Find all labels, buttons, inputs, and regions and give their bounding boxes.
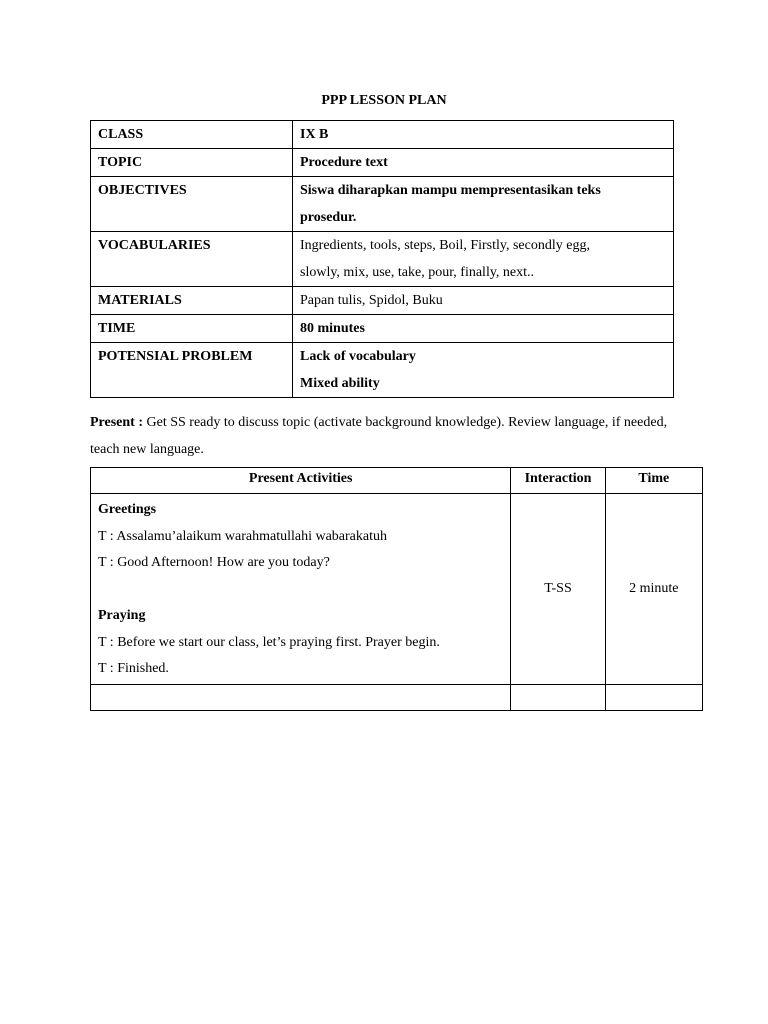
activity-line [98, 576, 503, 603]
activity-heading: Greetings [98, 502, 157, 517]
header-present-activities: Present Activities [91, 468, 511, 494]
row-label: TIME [91, 315, 293, 343]
value-line: prosedur. [300, 210, 357, 225]
header-time: Time [605, 468, 702, 494]
activity-line: T : Assalamu’alaikum warahmatullahi wabarakatuh [98, 528, 387, 544]
value-line: Papan tulis, Spidol, Buku [300, 293, 443, 308]
page-title: PPP LESSON PLAN [321, 93, 447, 108]
table-row [91, 121, 674, 149]
row-value [293, 121, 674, 149]
table-row [91, 343, 674, 398]
table-row [91, 494, 703, 685]
row-label: POTENSIAL PROBLEM [91, 343, 293, 398]
empty-cell [511, 684, 605, 710]
table-row [91, 149, 674, 177]
row-value [293, 315, 674, 343]
row-label: CLASS [91, 121, 293, 149]
empty-cell [605, 684, 702, 710]
value-line: Mixed ability [300, 376, 380, 391]
row-label: MATERIALS [91, 287, 293, 315]
activity-line: T : Finished. [98, 661, 169, 676]
row-value [293, 287, 674, 315]
value-line: Siswa diharapkan mampu mempresentasikan teks [300, 183, 601, 198]
header-interaction: Interaction [511, 468, 605, 494]
row-label: TOPIC [91, 149, 293, 177]
table-row [91, 177, 674, 232]
empty-cell [91, 684, 511, 710]
activity-line: T : Good Afternoon! How are you today? [98, 555, 330, 570]
value-line: Ingredients, tools, steps, Boil, Firstly, secondly egg, [300, 238, 590, 253]
present-text: Get SS ready to discuss topic (activate background knowledge). Review language, if needed, teach new language. [90, 415, 668, 457]
row-value [293, 343, 674, 398]
value-line: Procedure text [300, 155, 388, 170]
present-activities-table [90, 467, 703, 711]
row-label: OBJECTIVES [91, 177, 293, 232]
interaction-cell: T-SS [511, 494, 605, 685]
present-paragraph [90, 409, 680, 463]
lesson-info-table [90, 120, 674, 398]
table-row-empty [91, 684, 703, 710]
row-value [293, 149, 674, 177]
row-value [293, 177, 674, 232]
activities-cell [91, 494, 511, 685]
value-line: Lack of vocabulary [300, 349, 416, 364]
time-cell: 2 minute [605, 494, 702, 685]
table-header-row [91, 468, 703, 494]
activity-heading: Praying [98, 608, 146, 623]
activity-line: T : Before we start our class, let’s praying first. Prayer begin. [98, 634, 440, 650]
row-label: VOCABULARIES [91, 232, 293, 287]
table-row [91, 315, 674, 343]
table-row [91, 287, 674, 315]
value-line: IX B [300, 127, 329, 142]
value-line: slowly, mix, use, take, pour, finally, next.. [300, 265, 535, 280]
row-value [293, 232, 674, 287]
present-label: Present : [90, 415, 143, 430]
table-row [91, 232, 674, 287]
value-line: 80 minutes [300, 321, 365, 336]
